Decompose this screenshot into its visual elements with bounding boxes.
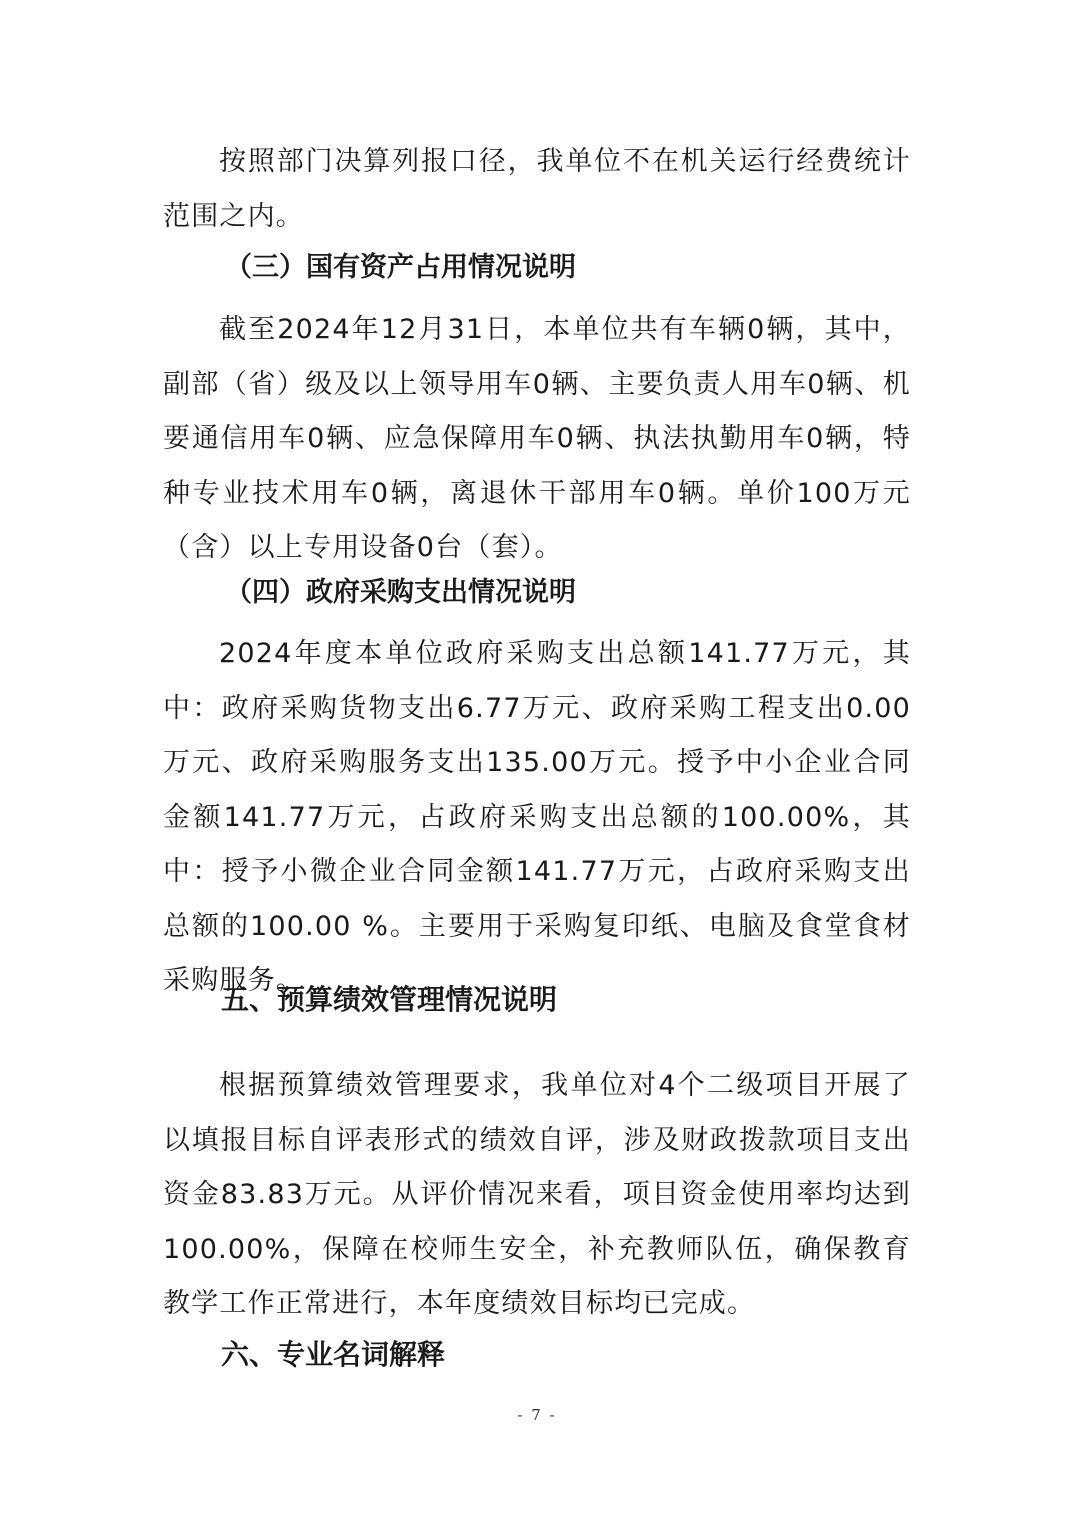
subheading-procurement xyxy=(163,573,911,613)
paragraph-text: 按照部门决算列报口径，我单位不在机关运行经费统计范围之内。 xyxy=(163,146,911,232)
subheading-text: （四）政府采购支出情况说明 xyxy=(225,577,576,608)
paragraph-text: 截至2024年12月31日，本单位共有车辆0辆，其中，副部（省）级及以上领导用车0辆、主要负责人用车0辆、机要通信用车0辆、应急保障用车0辆、执法执勤用车0辆，特种专业技术用车0辆，离退休干部用车0辆。单价100万元（含）以上专用设备0台（套）。 xyxy=(163,314,911,563)
paragraph-text: 根据预算绩效管理要求，我单位对4个二级项目开展了以填报目标自评表形式的绩效自评，涉及财政拨款项目支出资金83.83万元。从评价情况来看，项目资金使用率均达到100.00%，保障在校师生安全，补充教师队伍，确保教育教学工作正常进行，本年度绩效目标均已完成。 xyxy=(163,1070,911,1319)
paragraph-admin-expense xyxy=(163,135,911,244)
paragraph-state-assets xyxy=(163,303,911,576)
page-number: - 7 - xyxy=(517,1406,557,1424)
section-heading-performance xyxy=(163,980,911,1020)
paragraph-performance xyxy=(163,1059,911,1332)
paragraph-procurement xyxy=(163,627,911,1009)
section-heading-glossary xyxy=(163,1335,911,1375)
section-heading-text: 六、专业名词解释 xyxy=(221,1338,446,1371)
paragraph-text: 2024年度本单位政府采购支出总额141.77万元，其中：政府采购货物支出6.77万元、政府采购工程支出0.00万元、政府采购服务支出135.00万元。授予中小企业合同金额141.77万元，占政府采购支出总额的100.00%，其中：授予小微企业合同金额141.77万元，占政府采购支出总额的100.00 %。主要用于采购复印纸、电脑及食堂食材采购服务。 xyxy=(163,638,911,996)
subheading-state-assets xyxy=(163,248,911,288)
subheading-text: （三）国有资产占用情况说明 xyxy=(225,252,576,283)
section-heading-text: 五、预算绩效管理情况说明 xyxy=(221,983,558,1016)
